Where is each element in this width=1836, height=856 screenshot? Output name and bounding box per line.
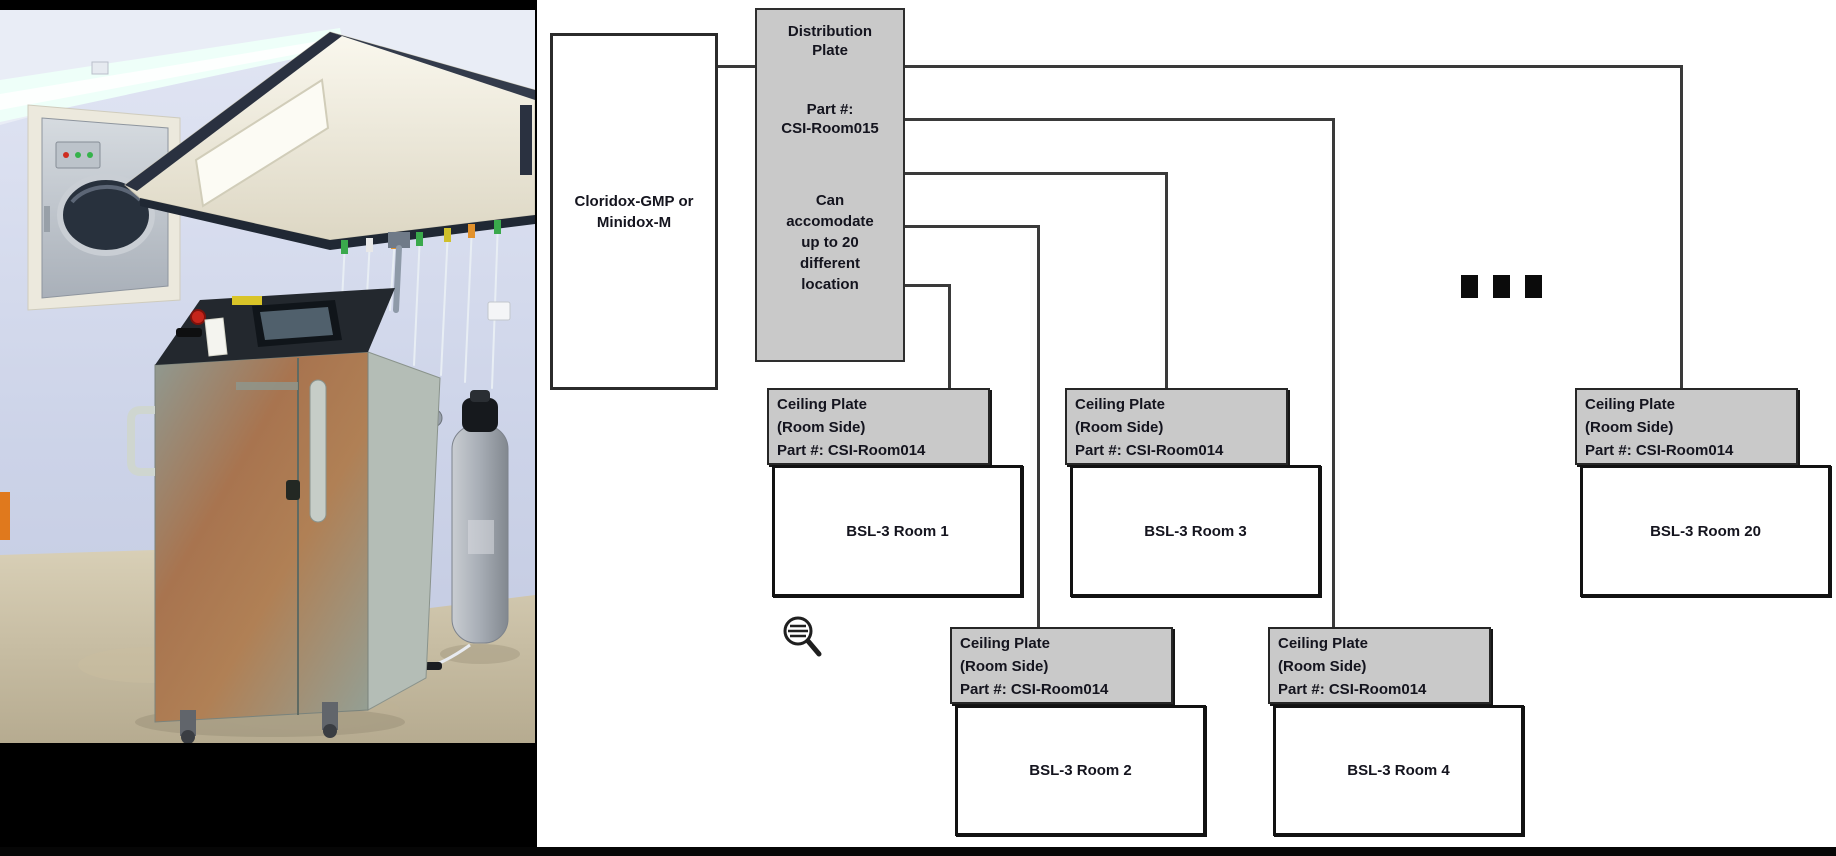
connector-room4-v (1332, 118, 1335, 627)
ellipsis-square (1525, 275, 1542, 298)
touchscreen (260, 307, 333, 340)
room-box-room2 (955, 705, 1206, 836)
room-label: BSL-3 Room 1 (846, 522, 949, 540)
room-box-room1 (772, 465, 1023, 597)
green-indicator-led (87, 152, 93, 158)
green-fitting (341, 240, 348, 254)
door-handle (44, 206, 50, 232)
distribution-part-number: Part #: CSI-Room015 (781, 101, 879, 137)
room-label: BSL-3 Room 3 (1144, 522, 1247, 540)
connector-generator-to-distribution (718, 65, 755, 68)
connector-room4-h (905, 118, 1335, 121)
room-box-room20 (1580, 465, 1831, 597)
ellipsis-square (1461, 275, 1478, 298)
yellow-label (232, 296, 262, 305)
room-box-room3 (1070, 465, 1321, 597)
distribution-capacity-note: Can accomodate up to 20 different location (786, 192, 874, 293)
brand-plaque (236, 382, 298, 390)
equipment-photo (0, 10, 535, 743)
printer-paper (205, 318, 227, 356)
wall-outlet (488, 302, 510, 320)
connector-room3-h (905, 172, 1168, 175)
emergency-stop-button (191, 310, 205, 324)
tank-cap (462, 398, 498, 432)
green-fitting (416, 232, 423, 246)
more-rooms-ellipsis (1461, 275, 1542, 298)
right-handle (310, 380, 326, 522)
distribution-title: Distribution Plate (787, 23, 873, 59)
green-fitting (494, 220, 501, 234)
white-fitting (366, 238, 373, 252)
wall-bracket (520, 105, 532, 175)
connector-room20-h (905, 65, 1683, 68)
ellipsis-square (1493, 275, 1510, 298)
room-label: BSL-3 Room 4 (1347, 762, 1450, 779)
green-indicator-led (75, 152, 81, 158)
connector-room20-v (1680, 65, 1683, 388)
connector-room3-v (1165, 172, 1168, 388)
connector-room2-h (905, 225, 1040, 228)
connector-room1-v (948, 284, 951, 388)
ceiling-plate-room20: Ceiling Plate (Room Side) Part #: CSI-Room014 (1575, 388, 1798, 465)
machine-front-door (155, 352, 368, 722)
room-label: BSL-3 Room 2 (1029, 762, 1132, 779)
door-latch (286, 480, 300, 500)
tank-label (468, 520, 494, 554)
orange-fitting (468, 224, 475, 238)
gray-conduit (396, 248, 399, 310)
distribution-plate-box (755, 8, 905, 362)
generator-label: Cloridox-GMP or Minidox-M (574, 192, 694, 231)
ceiling-plate-room4: Ceiling Plate (Room Side) Part #: CSI-Room014 (1268, 627, 1491, 704)
connector-room1-h (905, 284, 951, 287)
wall-switch (92, 62, 108, 74)
ceiling-plate-room3: Ceiling Plate (Room Side) Part #: CSI-Room014 (1065, 388, 1288, 465)
connector-room2-v (1037, 225, 1040, 627)
room-label: BSL-3 Room 20 (1650, 522, 1761, 540)
yellow-fitting (444, 228, 451, 242)
red-indicator-led (63, 152, 69, 158)
generator-box (550, 33, 718, 390)
switch (176, 328, 202, 337)
orange-object (0, 492, 10, 540)
magnifier-cursor-icon (779, 612, 823, 660)
room-box-room4 (1273, 705, 1524, 836)
ceiling-plate-room1: Ceiling Plate (Room Side) Part #: CSI-Room014 (767, 388, 990, 465)
bottom-black-bar (0, 847, 1836, 856)
equipment-photo-panel (0, 0, 537, 856)
ceiling-plate-room2: Ceiling Plate (Room Side) Part #: CSI-Room014 (950, 627, 1173, 704)
